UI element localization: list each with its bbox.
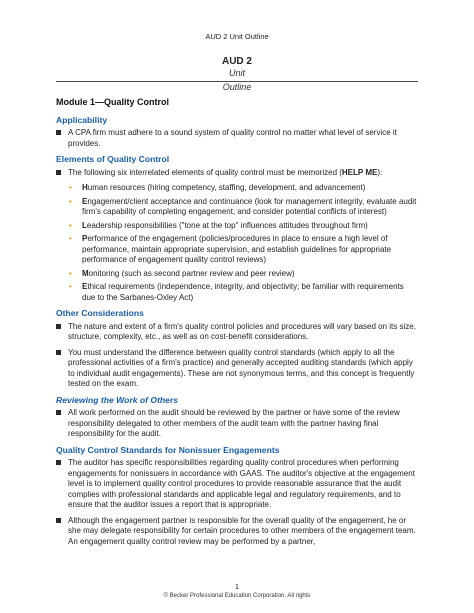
section-heading-reviewing: Reviewing the Work of Others [56, 394, 179, 405]
document-body [56, 97, 418, 552]
sub-bullet-text: eadership responsibilities ("tone at the top" influences attitudes throughout firm) [86, 220, 368, 230]
bullet-text: The nature and extent of a firm's quality control policies and procedures will vary based on its size, structure, complexity, etc., as well as on cost-benefit considerations. [68, 321, 416, 341]
mnemonic-letter: E [82, 282, 88, 291]
sub-bullet-text: ngagement/client acceptance and continuance (look for management integrity, evaluate audit firm's capability of completing engagement, and consider potential conflicts of interest) [82, 196, 417, 216]
section-heading-applicability: Applicability [56, 114, 108, 125]
document-subtitle-outline: Outline [222, 82, 252, 92]
sub-bullet-icon: • [69, 234, 72, 243]
bullet-item [56, 322, 418, 343]
mnemonic-text: HELP ME [341, 167, 378, 177]
module-title: Module 1—Quality Control [56, 97, 170, 107]
mnemonic-letter: L [82, 220, 87, 230]
mnemonic-letter: P [82, 234, 88, 243]
section-heading-other: Other Considerations [56, 308, 144, 318]
square-bullet-icon [56, 170, 61, 175]
running-header: AUD 2 Unit Outline [205, 32, 269, 41]
sub-bullet-text: erformance of the engagement (policies/procedures in place to ensure a high level of performance, maintain appropriate supervision, and establish guidelines for appropriate performance of engagement quality control reviews) [82, 234, 392, 264]
bullet-item [56, 458, 418, 511]
section-heading-qcs: Quality Control Standards for Nonissuer Engagements [56, 444, 280, 455]
mnemonic-letter: E [82, 196, 88, 206]
copyright-footer: © Becker Professional Education Corporation. All rights [163, 593, 311, 599]
mnemonic-letter: M [82, 268, 89, 278]
mnemonic-letter: H [82, 183, 88, 192]
bullet-text: A CPA firm must adhere to a sound system of quality control no matter what level of service it provides. [68, 128, 397, 148]
sub-bullet-text: onitoring (such as second partner review and peer review) [88, 268, 295, 278]
document-subtitle: Unit [228, 68, 245, 78]
sub-bullet-text: thical requirements (independence, integrity, and objectivity; be familiar with requirements due to the Sarbanes-Oxley Act) [82, 282, 404, 302]
bullet-text: All work performed on the audit should be reviewed by the partner or have some of the review responsibility delegated to other members of the audit team with the partner having final responsibility for the audit. [68, 408, 400, 438]
sub-bullet-item [56, 282, 418, 303]
sub-bullet-item [56, 183, 418, 194]
square-bullet-icon [56, 460, 61, 465]
square-bullet-icon [56, 410, 61, 415]
bullet-item [56, 408, 418, 440]
sub-bullet-item [56, 234, 418, 266]
section-heading-elements: Elements of Quality Control [56, 154, 170, 164]
bullet-text: Although the engagement partner is responsible for the overall quality of the engagement, he or she may delegate responsibility for certain procedures to other members of the engagement team. An engagement quality control review may be performed by a partner, [68, 515, 416, 546]
sub-bullet-text: uman resources (hiring competency, staffing, development, and advancement) [87, 183, 366, 192]
bullet-item [56, 348, 418, 390]
bullet-text-end: ): [377, 167, 383, 177]
sub-bullet-icon: • [69, 196, 72, 206]
sub-bullet-item [56, 221, 418, 232]
sub-bullet-icon: • [69, 282, 72, 291]
bullet-text: You must understand the difference between quality control standards (which apply to all the professional activities of a firm's practice) and generally accepted auditing standards (which apply to individual audit engagements). These are not synonymous terms, and this concept is frequently tested on the exam. [68, 347, 415, 388]
bullet-item [56, 168, 418, 179]
sub-bullet-icon: • [69, 220, 72, 230]
bullet-text: The auditor has specific responsibilities regarding quality control procedures when performing engagements for nonissuers in accordance with GAAS. The auditor's objective at the engagement level is to implement quality control procedures to provide reasonable assurance that the audit complies with professional standards and applicable legal and regulatory requirements, and to ensure that the auditor issues a report that is appropriate. [68, 458, 415, 509]
square-bullet-icon [56, 130, 61, 135]
sub-bullet-icon: • [69, 268, 72, 278]
bullet-item [56, 128, 418, 149]
sub-bullet-item [56, 269, 418, 280]
sub-bullet-icon: • [69, 183, 72, 192]
page-number: 1 [234, 582, 240, 591]
document-title: AUD 2 [221, 56, 252, 67]
square-bullet-icon [56, 518, 61, 523]
bullet-text: The following six interrelated elements of quality control must be memorized ( [68, 167, 342, 177]
square-bullet-icon [56, 350, 61, 355]
square-bullet-icon [56, 324, 61, 329]
bullet-item [56, 516, 418, 548]
sub-bullet-item [56, 197, 418, 218]
